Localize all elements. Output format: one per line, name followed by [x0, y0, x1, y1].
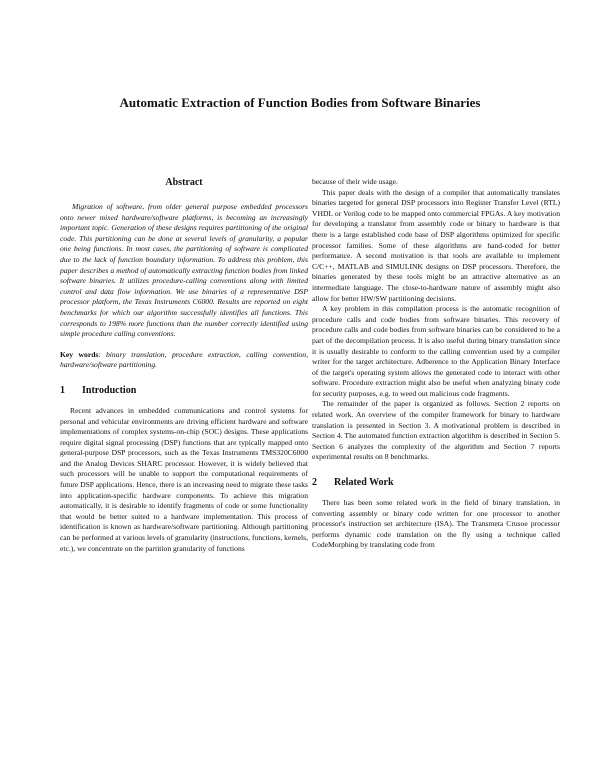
paragraph-key-problem: A key problem in this compilation process is the automatic recognition of procedure calls and code bodies from software binaries. This recovery of procedure calls and code bodies from software binaries can be considered to be a part of the decompilation process. It is also useful during binary translation since it is usually desirable to conform to the calling convention used by a compiler writer for the target architecture. Adherence to the Application Binary Interface of the target's operating system allows the generated code to interact with other software. Procedure extraction might also be useful when analyzing binary code for security purposes, e.g. to weed out malicious code fragments. [312, 304, 560, 398]
abstract-heading: Abstract [165, 177, 203, 188]
intro-continuation: because of their wide usage. [312, 177, 398, 186]
intro-paragraph: Recent advances in embedded communications and control systems for personal and vehicular environments are driving efficient hardware and software implementations of complex systems-on-chip (SOC) designs. These applications require digital signal processing (DSP) functions that are typically mapped onto general-purpose DSP processors, such as the Texas Instruments TMS320C6000 and the Analog Devices SHARC processor. However, it is widely believed that such processors will be unable to support the computational requirements of future DSP applications. Hence, there is an increasing need to migrate these tasks into application-specific hardware components. To achieve this migration automatically, it is desirable to identify fragments of code or some functionality that would be better suited to a hardware implementation. This process of identification is known as hardware/software partitioning. Although partitioning can be performed at various levels of granularity (instructions, functions, kernels, etc.), we concentrate on the partition granularity of functions [60, 405, 308, 553]
keywords: Key words: binary translation, procedure extraction, calling convention, hardware/software partitioning. [60, 349, 308, 370]
paper-title: Automatic Extraction of Function Bodies from Software Binaries [119, 95, 481, 110]
related-work-number: 2 [312, 477, 317, 489]
right-column [312, 177, 560, 551]
left-column [60, 177, 308, 554]
paragraph-organization: The remainder of the paper is organized as follows. Section 2 reports on related work. An overview of the compiler framework for binary to hardware translation is presented in Section 3. A motivational problem is described in Section 4. The automated function extraction algorithm is described in Section 5. Section 6 analyzes the complexity of the algorithm and Section 7 reports experimental results on 8 benchmarks. [312, 399, 560, 462]
intro-number: 1 [60, 384, 65, 396]
intro-heading [60, 385, 308, 396]
related-work-title: Related Work [334, 477, 394, 489]
keywords-label: Key words [60, 349, 99, 359]
abstract-text: Migration of software, from older general purpose embedded processors onto newer mixed hardware/software platforms, is becoming an increasingly important topic. Generation of these designs requires partitioning of the original code. This partitioning can be done at several levels of granularity, a popular one being functions. In most cases, the partitioning of software is complicated due to the lack of function boundary information. To address this problem, this paper describes a method of automatically extracting function bodies from linked software binaries. It utilizes procedure-calling conventions along with limited control and data flow information. We use binaries of a representative DSP processor platform, the Texas Instruments C6000. Results are reported on eight benchmarks for which our algorithm successfully identifies all functions. This corresponds to 198% more functions than the number correctly identified using simple procedure calling conventions. [60, 202, 308, 339]
paragraph-compiler-design: This paper deals with the design of a compiler that automatically translates binaries targeted for general DSP processors into Register Transfer Level (RTL) VHDL or Verilog code to be mapped onto commercial FPGAs. A key motivation for developing a translator from assembly code or binary to hardware is that there is a large established code base of DSP algorithms optimized for specific processor families. Some of these algorithms are hand-coded for better performance. A second motivation is that tools are available to implement C/C++, MATLAB and SIMULINK designs on DSP processors. Therefore, the binaries generated by these tools might be an attractive alternative as an intermediate language. The close-to-hardware nature of assembly might also allow for better HW/SW partitioning decisions. [312, 187, 560, 303]
keywords-text: binary translation, procedure extraction, calling convention, hardware/software partitioning. [60, 349, 308, 370]
related-work-heading [312, 477, 560, 488]
related-work-paragraph: There has been some related work in the field of binary translation, in converting assembly or binary code written for one processor to another processor's instruction set architecture (ISA). The Transmeta Crusoe processor performs dynamic code translation on the fly using a technique called CodeMorphing by translating code from [312, 498, 560, 550]
intro-title: Introduction [82, 384, 137, 396]
